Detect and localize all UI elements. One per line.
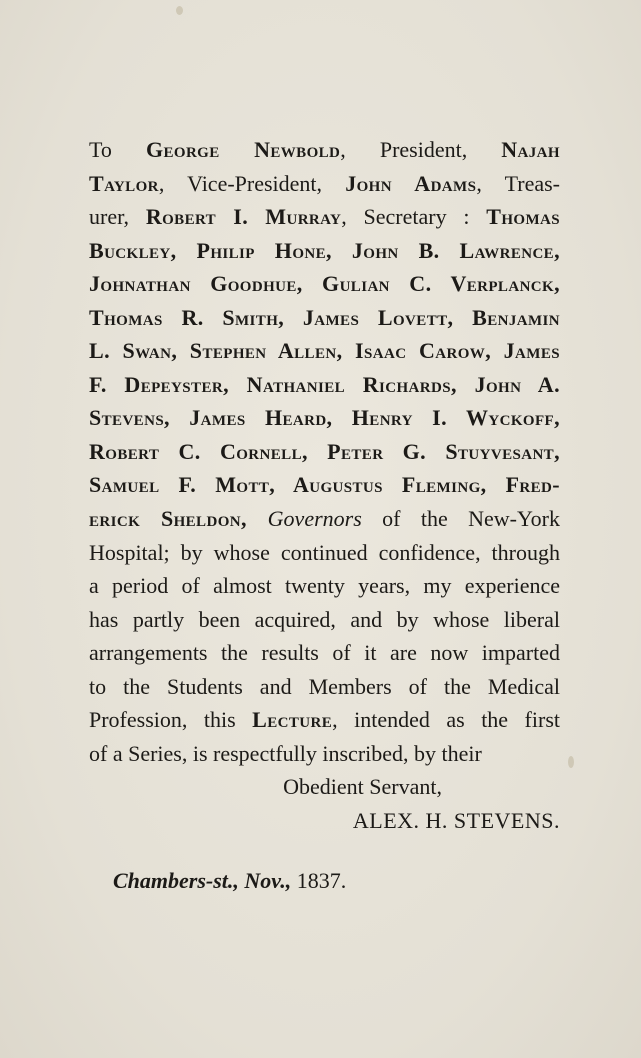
- line-text: , Treas-: [476, 170, 560, 196]
- name-text: George Newbold: [145, 137, 341, 162]
- name-text: John Adams: [345, 170, 477, 196]
- dedication-line: [89, 334, 560, 368]
- closing-line: Obedient Servant,: [283, 774, 442, 800]
- line-text: arrangements the results of it are now imparted: [89, 640, 560, 666]
- line-text: a period of almost twenty years, my experience: [89, 573, 560, 599]
- place-and-date: [113, 868, 346, 894]
- dedication-line: [89, 703, 560, 737]
- name-text: L. Swan, Stephen Allen, Isaac Carow, James: [89, 338, 560, 364]
- line-text: Governors: [267, 506, 362, 532]
- dedication-line: [89, 368, 560, 402]
- signature: ALEX. H. STEVENS.: [352, 807, 560, 833]
- line-text: urer,: [89, 204, 146, 230]
- place-text: Chambers-st., Nov.,: [113, 868, 292, 893]
- dedication-line: [89, 636, 560, 670]
- dedication-line: [89, 267, 560, 301]
- year-text: 1837.: [296, 868, 347, 893]
- dedication-line: [89, 536, 560, 570]
- name-text: erick Sheldon,: [89, 506, 268, 532]
- dedication-body: [89, 133, 560, 770]
- dedication-line: [89, 435, 560, 469]
- name-text: Taylor: [89, 170, 159, 196]
- dedication: [89, 133, 560, 837]
- name-text: Robert I. Murray: [145, 204, 342, 230]
- dedication-line: [89, 569, 560, 603]
- line-text: of a Series, is respectfully inscribed, by their: [89, 740, 482, 766]
- line-text: has partly been acquired, and by whose liberal: [89, 606, 560, 632]
- line-text: , intended as the first: [332, 707, 560, 733]
- dedication-line: [89, 167, 560, 201]
- dedication-line: [89, 200, 560, 234]
- name-text: Najah: [501, 137, 560, 162]
- dedication-line: [89, 603, 560, 637]
- paper-speck: [176, 6, 183, 15]
- dedication-line: [89, 502, 560, 536]
- name-text: Samuel F. Mott, Augustus Fleming, Fred-: [89, 472, 560, 498]
- dedication-line: [89, 234, 560, 268]
- line-text: , President,: [340, 137, 502, 162]
- line-text: To: [89, 137, 146, 162]
- name-text: F. Depeyster, Nathaniel Richards, John A.: [89, 371, 560, 397]
- dedication-line: [89, 670, 560, 704]
- dedication-line: [89, 301, 560, 335]
- name-text: Buckley, Philip Hone, John B. Lawrence,: [89, 237, 560, 263]
- line-text: , Vice-President,: [158, 170, 346, 196]
- dedication-line: [89, 401, 560, 435]
- name-text: Lecture: [252, 707, 333, 733]
- line-text: to the Students and Members of the Medical: [89, 673, 560, 699]
- dedication-line: [89, 468, 560, 502]
- name-text: Thomas R. Smith, James Lovett, Benjamin: [89, 304, 560, 330]
- dedication-line: [89, 133, 560, 167]
- paper-speck: [568, 756, 574, 768]
- line-text: Hospital; by whose continued confidence, through: [89, 539, 560, 565]
- line-text: , Secretary :: [341, 204, 487, 230]
- name-text: Johnathan Goodhue, Gulian C. Verplanck,: [89, 271, 560, 297]
- line-text: Profession, this: [89, 707, 253, 733]
- name-text: Thomas: [486, 204, 560, 230]
- name-text: Stevens, James Heard, Henry I. Wyckoff,: [89, 405, 560, 431]
- name-text: Robert C. Cornell, Peter G. Stuyvesant,: [89, 438, 560, 464]
- line-text: of the New-York: [361, 506, 560, 532]
- dedication-line: [89, 737, 560, 771]
